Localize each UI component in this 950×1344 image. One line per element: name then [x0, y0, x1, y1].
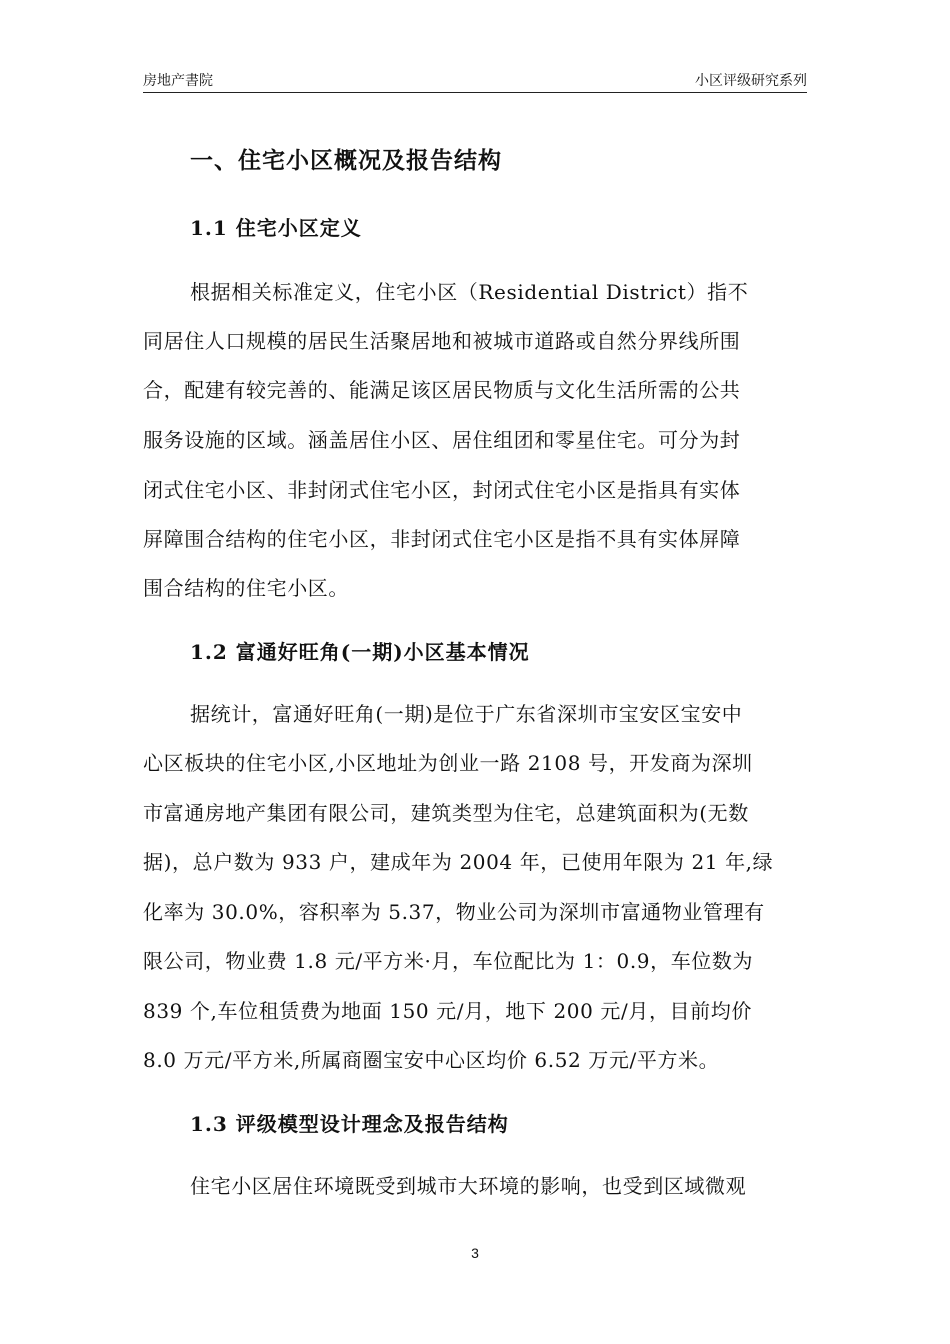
- text-line: 服务设施的区域。涵盖居住小区、居住组团和零星住宅。可分为封: [143, 428, 741, 452]
- text-line: 化率为 30.0%，容积率为 5.37，物业公司为深圳市富通物业管理有: [143, 900, 765, 924]
- heading-1-1: 1.1 住宅小区定义: [190, 216, 362, 240]
- section-title: 一、住宅小区概况及报告结构: [190, 147, 502, 174]
- header-left-title: 房地产書院: [143, 73, 213, 89]
- text-line: 据)，总户数为 933 户，建成年为 2004 年，已使用年限为 21 年,绿: [143, 850, 774, 874]
- text-line: 心区板块的住宅小区,小区地址为创业一路 2108 号，开发商为深圳: [143, 751, 753, 775]
- heading-1-2: 1.2 富通好旺角(一期)小区基本情况: [190, 640, 530, 664]
- heading-1-3: 1.3 评级模型设计理念及报告结构: [190, 1112, 509, 1136]
- text-line: 住宅小区居住环境既受到城市大环境的影响，也受到区域微观: [190, 1174, 747, 1198]
- text-line: 闭式住宅小区、非封闭式住宅小区，封闭式住宅小区是指具有实体: [143, 478, 741, 502]
- text-line: 屏障围合结构的住宅小区，非封闭式住宅小区是指不具有实体屏障: [143, 527, 741, 551]
- text-line: 围合结构的住宅小区。: [143, 576, 349, 600]
- text-line: 839 个,车位租赁费为地面 150 元/月，地下 200 元/月，目前均价: [143, 999, 752, 1023]
- page-header: [143, 62, 807, 93]
- header-right-title: 小区评级研究系列: [695, 73, 807, 89]
- text-line: 合，配建有较完善的、能满足该区居民物质与文化生活所需的公共: [143, 378, 741, 402]
- text-line: 同居住人口规模的居民生活聚居地和被城市道路或自然分界线所围: [143, 329, 741, 353]
- text-line: 市富通房地产集团有限公司，建筑类型为住宅，总建筑面积为(无数: [143, 801, 749, 825]
- text-line: 8.0 万元/平方米,所属商圈宝安中心区均价 6.52 万元/平方米。: [143, 1048, 720, 1072]
- text-line: 限公司，物业费 1.8 元/平方米·月，车位配比为 1：0.9，车位数为: [143, 949, 754, 973]
- text-line: 据统计，富通好旺角(一期)是位于广东省深圳市宝安区宝安中: [190, 702, 743, 726]
- page-number: 3: [471, 1245, 479, 1261]
- text-line: 根据相关标准定义，住宅小区（Residential District）指不: [190, 280, 749, 304]
